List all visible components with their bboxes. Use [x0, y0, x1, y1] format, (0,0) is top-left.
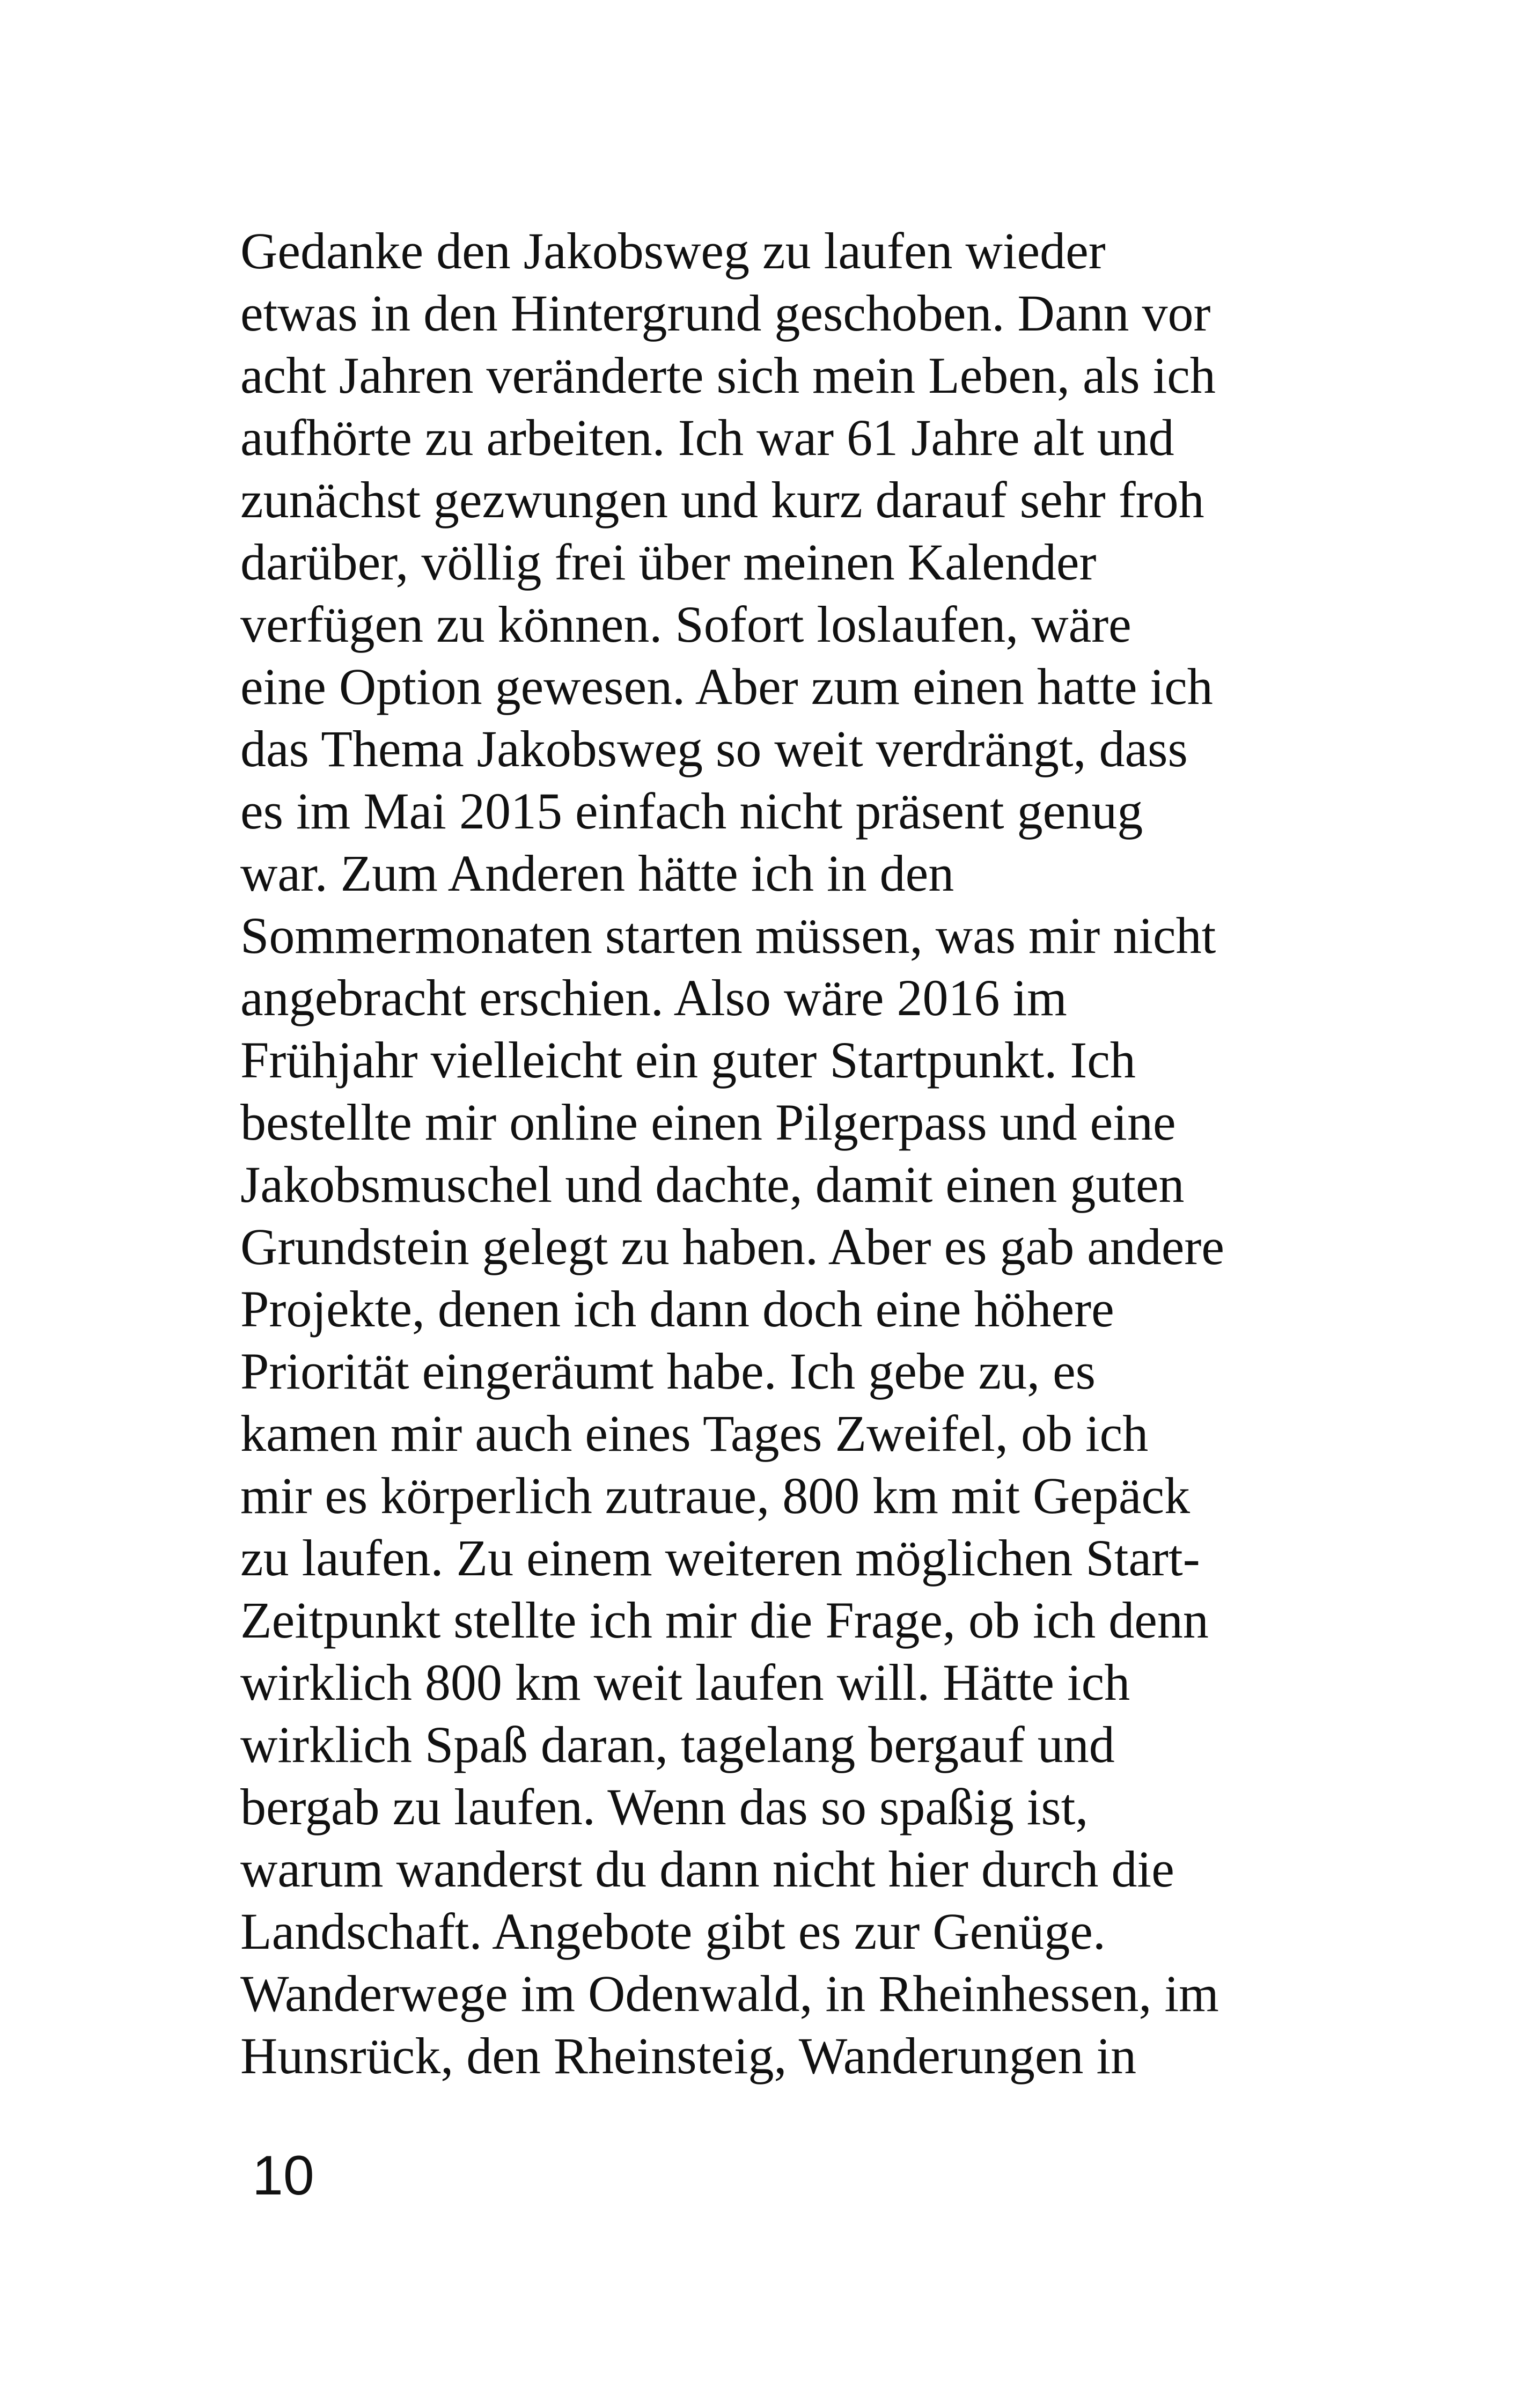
text-line: mir es körperlich zutraue, 800 km mit Gepäck	[240, 1467, 1191, 1524]
text-line: etwas in den Hintergrund geschoben. Dann vor	[240, 284, 1211, 342]
text-line: aufhörte zu arbeiten. Ich war 61 Jahre alt und	[240, 409, 1174, 466]
text-line: darüber, völlig frei über meinen Kalender	[240, 533, 1097, 591]
text-line: Sommermonaten starten müssen, was mir nicht	[240, 907, 1216, 964]
text-line: Jakobsmuschel und dachte, damit einen guten	[240, 1156, 1185, 1213]
text-line: war. Zum Anderen hätte ich in den	[240, 845, 954, 902]
text-line: kamen mir auch eines Tages Zweifel, ob ich	[240, 1405, 1149, 1462]
text-line: bestellte mir online einen Pilgerpass und eine	[240, 1093, 1176, 1151]
text-line: zunächst gezwungen und kurz darauf sehr froh	[240, 471, 1204, 528]
text-line: das Thema Jakobsweg so weit verdrängt, dass	[240, 720, 1188, 777]
text-line: acht Jahren veränderte sich mein Leben, als ich	[240, 347, 1216, 404]
text-line: Zeitpunkt stellte ich mir die Frage, ob ich denn	[240, 1591, 1209, 1649]
text-line: Frühjahr vielleicht ein guter Startpunkt. Ich	[240, 1031, 1136, 1089]
text-line: Projekte, denen ich dann doch eine höhere	[240, 1280, 1114, 1338]
text-line: Landschaft. Angebote gibt es zur Genüge.	[240, 1903, 1106, 1960]
text-line: warum wanderst du dann nicht hier durch die	[240, 1840, 1174, 1898]
text-line: wirklich 800 km weit laufen will. Hätte ich	[240, 1654, 1130, 1711]
text-line: zu laufen. Zu einem weiteren möglichen Start-	[240, 1529, 1200, 1587]
text-line: angebracht erschien. Also wäre 2016 im	[240, 969, 1067, 1026]
text-line: wirklich Spaß daran, tagelang bergauf und	[240, 1716, 1115, 1773]
text-line: es im Mai 2015 einfach nicht präsent genug	[240, 782, 1143, 840]
text-line: Grundstein gelegt zu haben. Aber es gab andere	[240, 1218, 1224, 1275]
text-line: eine Option gewesen. Aber zum einen hatte ich	[240, 658, 1213, 715]
text-line: Priorität eingeräumt habe. Ich gebe zu, es	[240, 1342, 1096, 1400]
text-line: Gedanke den Jakobsweg zu laufen wieder	[240, 222, 1106, 280]
text-line: verfügen zu können. Sofort loslaufen, wäre	[240, 596, 1131, 653]
text-line: bergab zu laufen. Wenn das so spaßig ist,	[240, 1778, 1089, 1836]
text-line: Hunsrück, den Rheinsteig, Wanderungen in	[240, 2027, 1137, 2084]
body-text	[240, 220, 1335, 2087]
text-line: Wanderwege im Odenwald, in Rheinhessen, im	[240, 1965, 1219, 2022]
page-number: 10	[252, 2145, 314, 2207]
